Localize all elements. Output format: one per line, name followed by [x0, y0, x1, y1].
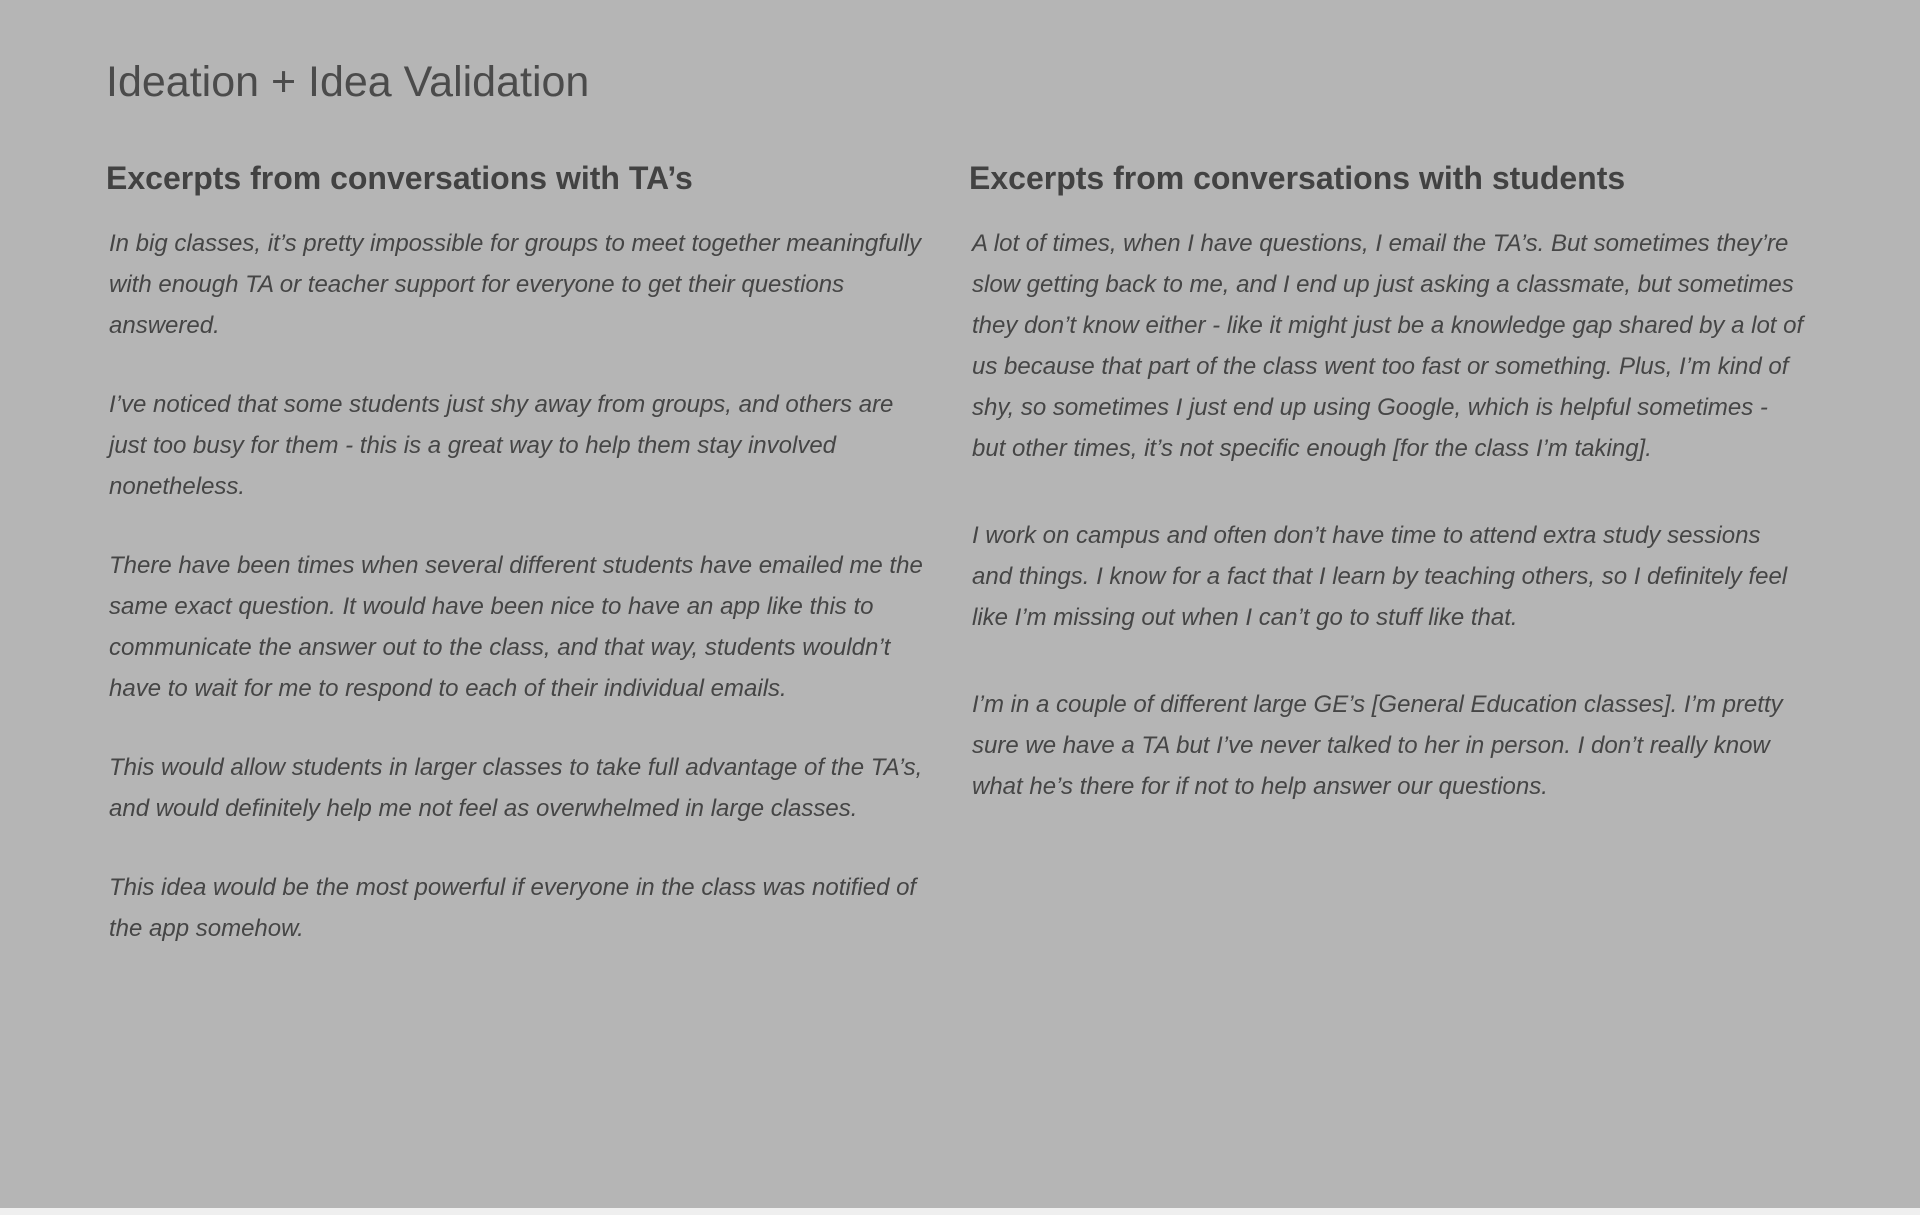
bottom-strip [0, 1208, 1920, 1215]
ta-quote: In big classes, it’s pretty impossible for groups to meet together meaningfully with enough TA or teacher support for everyone to get their questions answered. [109, 229, 921, 339]
student-excerpts-column [969, 160, 1804, 853]
ta-quote: I’ve noticed that some students just shy away from groups, and others are just too busy for them - this is a great way to help them stay involved nonetheless. [109, 390, 894, 500]
page-title: Ideation + Idea Validation [106, 58, 590, 106]
ta-quote: This idea would be the most powerful if everyone in the class was notified of the app somehow. [109, 873, 917, 942]
student-quote: A lot of times, when I have questions, I email the TA’s. But sometimes they’re slow getting back to me, and I end up just asking a classmate, but sometimes they don’t know either - like it might just be a knowledge gap shared by a lot of us because that part of the class went too fast or something. Plus, I’m kind of shy, so sometimes I just end up using Google, which is helpful sometimes - but other times, it’s not specific enough [for the class I’m taking]. [972, 229, 1804, 462]
ta-excerpts-column [106, 160, 936, 987]
student-quote: I’m in a couple of different large GE’s [General Education classes]. I’m pretty sure we have a TA but I’ve never talked to her in person. I don’t really know what he’s there for if not to help answer our questions. [972, 690, 1783, 800]
student-quote: I work on campus and often don’t have time to attend extra study sessions and things. I know for a fact that I learn by teaching others, so I definitely feel like I’m missing out when I can’t go to stuff like that. [972, 521, 1788, 631]
ta-quote: There have been times when several different students have emailed me the same exact question. It would have been nice to have an app like this to communicate the answer out to the class, and that way, students wouldn’t have to wait for me to respond to each of their individual emails. [109, 551, 923, 702]
student-excerpts-heading: Excerpts from conversations with students [969, 160, 1626, 196]
ta-excerpts-heading: Excerpts from conversations with TA’s [106, 160, 693, 196]
ta-quote: This would allow students in larger classes to take full advantage of the TA’s, and would definitely help me not feel as overwhelmed in large classes. [109, 753, 923, 822]
